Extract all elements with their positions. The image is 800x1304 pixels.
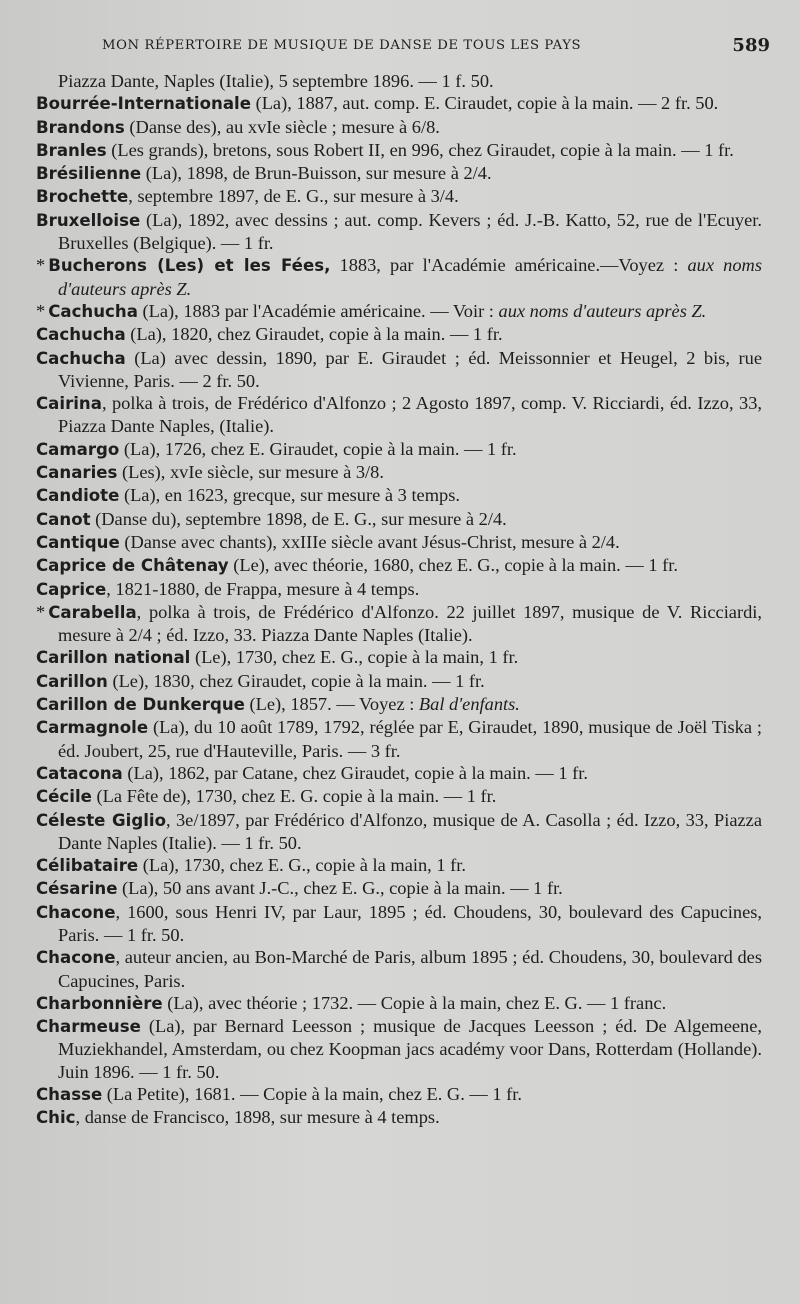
entry-headword: Céleste Giglio	[36, 810, 166, 830]
entry-text: (Danse du), septembre 1898, de E. G., sur mesure à 2/4.	[90, 508, 507, 529]
entry-headword: Branles	[36, 140, 107, 160]
entry-text: , auteur ancien, au Bon-Marché de Paris, album 1895 ; éd. Choudens, 30, boulevard des Capucines, Paris.	[58, 947, 762, 991]
entry	[36, 785, 762, 808]
entry-headword: Charmeuse	[36, 1017, 141, 1037]
entry-text: (La), en 1623, grecque, sur mesure à 3 temps.	[119, 485, 460, 506]
entry-headword: Caprice de Châtenay	[36, 556, 229, 576]
entry-text: (La), 1883 par l'Académie américaine. — Voir :	[137, 300, 499, 321]
entry	[36, 877, 762, 900]
entry-headword: Camargo	[36, 439, 120, 459]
entry-headword: Césarine	[36, 879, 118, 899]
entry-text: Piazza Dante, Naples (Italie), 5 septembre 1896. — 1 f. 50.	[58, 71, 494, 91]
entry-star: *	[36, 300, 46, 321]
entry-headword: Candiote	[36, 486, 120, 506]
entry-text: (La Petite), 1681. — Copie à la main, chez E. G. — 1 fr.	[102, 1084, 523, 1105]
entry-text: (Les grands), bretons, sous Robert II, en 996, chez Giraudet, copie à la main. — 1 fr.	[106, 139, 734, 160]
entry-headword: Chacone	[36, 902, 116, 922]
entry	[36, 185, 762, 208]
entry	[36, 1015, 762, 1083]
entry-text: (La), avec théorie ; 1732. — Copie à la main, chez E. G. — 1 franc.	[162, 992, 667, 1013]
entry-headword: Carabella	[48, 602, 137, 622]
entry-text: , polka à trois, de Frédérico d'Alfonzo. 22 juillet 1897, musique de V. Ricciardi, mesure à 2/4 ; éd. Izzo, 33. Piazza Dante Naples (Italie).	[58, 601, 762, 646]
entry-text: (La Fête de), 1730, chez E. G. copie à la main. — 1 fr.	[91, 786, 497, 807]
entry-text: (Les), xvIe siècle, sur mesure à 3/8.	[117, 462, 384, 483]
entry	[36, 392, 762, 438]
entry-headword: Bucherons (Les) et les Fées,	[48, 256, 331, 276]
entry-headword: Cantique	[36, 532, 120, 552]
entry-text: (Le), 1730, chez E. G., copie à la main, 1 fr.	[190, 647, 519, 668]
entry	[36, 901, 762, 947]
entry-headword: Brochette	[36, 187, 129, 207]
entry	[36, 461, 762, 484]
entry	[36, 92, 762, 115]
entry-headword: Brésilienne	[36, 164, 142, 184]
entry	[36, 693, 762, 716]
entry	[36, 162, 762, 185]
entry-text: (La), 1726, chez E. Giraudet, copie à la main. — 1 fr.	[119, 438, 517, 459]
page-number: 589	[732, 35, 770, 56]
entry	[36, 484, 762, 507]
entry-reference: aux noms d'auteurs après Z.	[498, 300, 707, 321]
entry	[36, 646, 762, 669]
entry-text: , 3e/1897, par Frédérico d'Alfonzo, musique de A. Casolla ; éd. Izzo, 33, Piazza Dante Naples (Italie). — 1 fr. 50.	[58, 809, 762, 853]
entry-reference: Bal d'enfants.	[418, 694, 520, 715]
entry-headword: Bruxelloise	[36, 210, 141, 230]
entry	[36, 254, 762, 300]
entry	[36, 300, 762, 323]
entry-headword: Canaries	[36, 463, 118, 483]
entry-text: (La), 1887, aut. comp. E. Ciraudet, copie à la main. — 2 fr. 50.	[250, 93, 719, 114]
entry-headword: Carillon national	[36, 648, 191, 668]
entry-text: 1883, par l'Académie américaine.—Voyez :	[330, 255, 688, 276]
entry-headword: Carillon de Dunkerque	[36, 695, 245, 715]
entry-headword: Catacona	[36, 763, 123, 783]
entry	[36, 601, 762, 647]
entry-text: (La), par Bernard Leesson ; musique de Jacques Leesson ; éd. De Algemeene, Muziekhandel, Amsterdam, ou chez Koopman jacs académy voor Dans, Rotterdam (Hollande). Juin 1896. — 1 fr. 50.	[58, 1016, 762, 1082]
entry	[36, 209, 762, 255]
entry-text: (La), 1862, par Catane, chez Giraudet, copie à la main. — 1 fr.	[122, 762, 588, 783]
entry	[36, 116, 762, 139]
entry-headword: Brandons	[36, 117, 125, 137]
entry	[36, 1083, 762, 1106]
entry-headword: Cachucha	[36, 325, 126, 345]
entry-text: (Le), 1857. — Voyez :	[244, 694, 419, 715]
entry	[36, 578, 762, 601]
entry	[36, 992, 762, 1015]
entry-reference: aux noms d'auteurs après Z.	[58, 255, 762, 299]
entry-text: , danse de Francisco, 1898, sur mesure à 4 temps.	[75, 1107, 440, 1128]
entry-text: , septembre 1897, de E. G., sur mesure à 3/4.	[128, 186, 459, 207]
entry-text: , 1821-1880, de Frappa, mesure à 4 temps.	[106, 578, 420, 599]
entry-text: (La), 1892, avec dessins ; aut. comp. Kevers ; éd. J.-B. Katto, 52, rue de l'Ecuyer. Bruxelles (Belgique). — 1 fr.	[58, 209, 762, 254]
entry-text: (La), 1898, de Brun-Buisson, sur mesure à 2/4.	[141, 163, 492, 184]
entry-text: (La), 50 ans avant J.-C., chez E. G., copie à la main. — 1 fr.	[117, 878, 563, 899]
entry-text: (Danse des), au xvIe siècle ; mesure à 6/8.	[124, 116, 440, 137]
entry-text: (La), 1820, chez Giraudet, copie à la main. — 1 fr.	[125, 324, 503, 345]
entry-headword: Célibataire	[36, 856, 139, 876]
page-header	[36, 34, 770, 62]
entry	[36, 438, 762, 461]
entry-text: (La), du 10 août 1789, 1792, réglée par E, Giraudet, 1890, musique de Joël Tiska ; éd. Joubert, 25, rue d'Hauteville, Paris. — 3 fr.	[58, 717, 762, 761]
entry-headword: Chacone	[36, 948, 116, 968]
entry	[36, 554, 762, 577]
entry	[36, 347, 762, 393]
entry-headword: Cachucha	[48, 301, 138, 321]
entry-list	[36, 70, 762, 1130]
entry-headword: Cachucha	[36, 348, 126, 368]
entry	[36, 716, 762, 762]
entry-headword: Carmagnole	[36, 718, 149, 738]
entry-headword: Cairina	[36, 394, 102, 414]
entry-headword: Bourrée-Internationale	[36, 94, 251, 114]
entry	[36, 946, 762, 992]
entry-headword: Chic	[36, 1108, 76, 1128]
entry-headword: Carillon	[36, 671, 108, 691]
entry-text: (Danse avec chants), xxIIIe siècle avant Jésus-Christ, mesure à 2/4.	[119, 531, 620, 552]
entry-headword: Charbonnière	[36, 993, 163, 1013]
entry	[36, 854, 762, 877]
entry-headword: Chasse	[36, 1085, 103, 1105]
entry	[36, 531, 762, 554]
entry-text: , 1600, sous Henri IV, par Laur, 1895 ; éd. Choudens, 30, boulevard des Capucines, Paris. — 1 fr. 50.	[58, 901, 762, 945]
entry	[36, 670, 762, 693]
entry-text: (Le), avec théorie, 1680, chez E. G., copie à la main. — 1 fr.	[228, 555, 678, 576]
entry-headword: Cécile	[36, 787, 92, 807]
entry	[36, 809, 762, 855]
entry-text: , polka à trois, de Frédérico d'Alfonzo ; 2 Agosto 1897, comp. V. Ricciardi, éd. Izzo, 33, Piazza Dante Naples, (Italie).	[58, 393, 762, 437]
running-title: MON RÉPERTOIRE DE MUSIQUE DE DANSE DE TOUS LES PAYS	[102, 38, 582, 53]
entry-text: (La) avec dessin, 1890, par E. Giraudet ; éd. Meissonnier et Heugel, 2 bis, rue Vivienne, Paris. — 2 fr. 50.	[58, 347, 762, 391]
entry	[36, 139, 762, 162]
entry	[36, 508, 762, 531]
entry	[36, 762, 762, 785]
entry-star: *	[36, 601, 46, 622]
entry-headword: Canot	[36, 509, 91, 529]
entry	[36, 323, 762, 346]
entry-text: (Le), 1830, chez Giraudet, copie à la main. — 1 fr.	[107, 670, 485, 691]
entry-text: (La), 1730, chez E. G., copie à la main, 1 fr.	[138, 855, 466, 876]
entry-star: *	[36, 255, 46, 276]
entry-headword: Caprice	[36, 579, 107, 599]
entry	[36, 70, 762, 92]
entry	[36, 1106, 762, 1129]
